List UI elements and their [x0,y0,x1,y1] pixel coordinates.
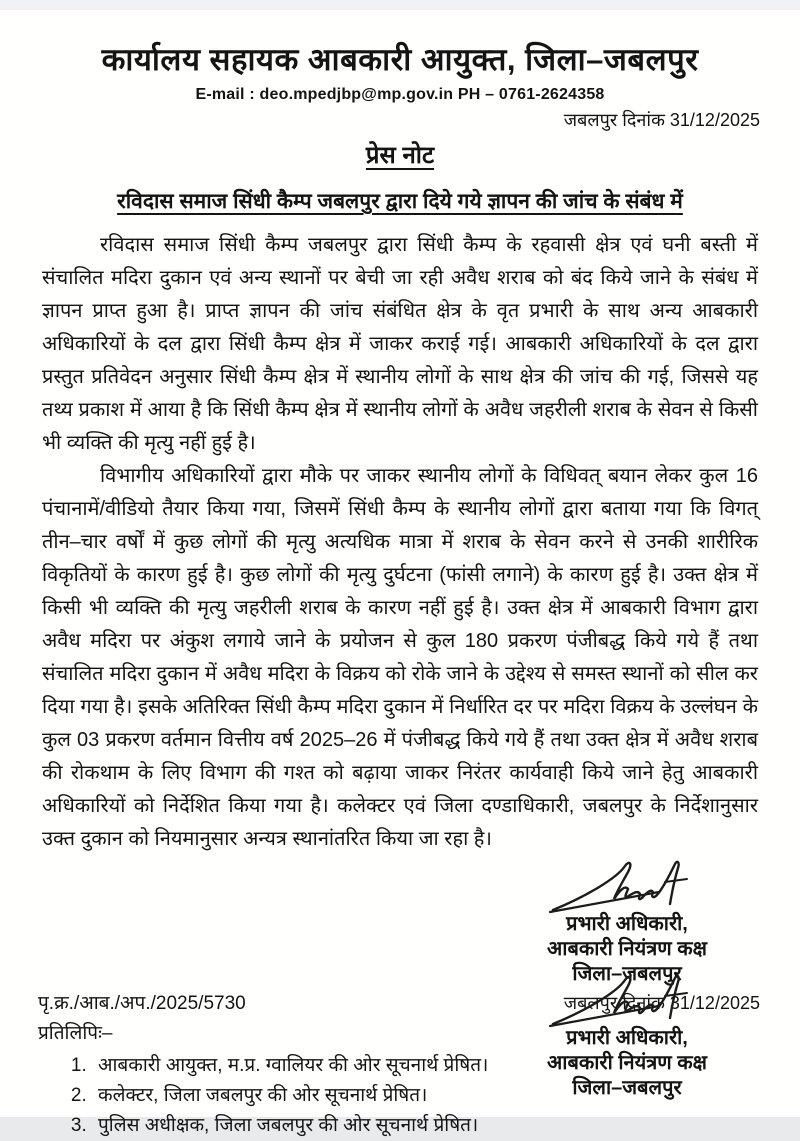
press-note-title: प्रेस नोट [365,142,435,169]
signature-scrawl-icon [547,858,707,916]
copy-recipient-1: 1. आबकारी आयुक्त, म.प्र. ग्वालियर की ओर सूचनार्थ प्रेषित। [92,1051,800,1081]
header-place-date: जबलपुर दिनांक 31/12/2025 [563,110,760,130]
paragraph-2: विभागीय अधिकारियों द्वारा मौके पर जाकर स्थानीय लोगों के विधिवत् बयान लेकर कुल 16 पंचानामें/वीडियो तैयार किया गया, जिसमें सिंधी कैम्प के स्थानीय लोगों द्वारा बताया गया कि विगत् तीन–चार वर्षों में कुछ लोगों की मृत्यु अत्यधिक मात्रा में शराब के सेवन करने से उनकी शारीरिक विकृतियों के कारण हुई है। कुछ लोगों की मृत्यु दुर्घटना (फांसी लगाने) के कारण हुई है। उक्त क्षेत्र में किसी भी व्यक्ति की मृत्यु जहरीली शराब के कारण नहीं हुई है। उक्त क्षेत्र में आबकारी विभाग द्वारा अवैध मदिरा पर अंकुश लगाये जाने के प्रयोजन से कुल 180 प्रकरण पंजीबद्ध किये गये हैं तथा संचालित मदिरा दुकान में अवैध मदिरा के विक्रय को रोके जाने के उद्देश्य से समस्त स्थानों को सील कर दिया गया है। इसके अतिरिक्त सिंधी कैम्प मदिरा दुकान में निर्धारित दर पर मदिरा विक्रय के उल्लंघन के कुल 03 प्रकरण वर्तमान वित्तीय वर्ष 2025–26 में पंजीबद्ध किये गये हैं तथा उक्त क्षेत्र में अवैध शराब की रोकथाम के लिए विभाग की गश्त को बढ़ाया जाकर निरंतर कार्यवाही किये जाने हेतु आबकारी अधिकारियों को निर्देशित किया गया है। कलेक्टर एवं जिला दण्डाधिकारी, जबलपुर के निर्देशानुसार उक्त दुकान को नियमानुसार अन्यत्र स्थानांतरित किया जा रहा है। [42,465,758,850]
signatory-district: जिला–जबलपुर [572,1077,682,1099]
footer-place-date: जबलपुर दिनांक 31/12/2025 [563,993,760,1013]
subject-heading: रविदास समाज सिंधी कैम्प जबलपुर द्वारा दिये गये ज्ञापन की जांच के संबंध में [117,190,683,213]
signature-block-primary [512,858,742,987]
signatory-office: आबकारी नियंत्रण कक्ष [547,938,707,960]
copy-recipient-2: 2. कलेक्टर, जिला जबलपुर की ओर सूचनार्थ प्रेषित। [92,1081,800,1111]
copy-recipient-3: 3. पुलिस अधीक्षक, जिला जबलपुर की ओर सूचनार्थ प्रेषित। [92,1111,800,1141]
reference-number: पृ.क्र./आब./अप./2025/5730 [38,993,246,1014]
copy-to-label: प्रतिलिपिः– [38,1023,113,1044]
scan-edge-strip [0,0,800,10]
signature-scrawl-icon [547,972,707,1030]
office-contact-line: E-mail : deo.mpedjbp@mp.gov.in PH – 0761-2624358 [195,86,605,103]
signatory-district: जिला–जबलपुर [572,963,682,985]
signature-block-secondary [512,972,742,1101]
signatory-designation: प्रभारी अधिकारी, [566,913,688,935]
paragraph-1: रविदास समाज सिंधी कैम्प जबलपुर द्वारा सिंधी कैम्प के रहवासी क्षेत्र एवं घनी बस्ती में संचालित मदिरा दुकान एवं अन्य स्थानों पर बेची जा रही अवैध शराब को बंद किये जाने के संबंध में ज्ञापन प्राप्त हुआ है। प्राप्त ज्ञापन की जांच संबंधित क्षेत्र के वृत प्रभारी के साथ अन्य आबकारी अधिकारियों के दल द्वारा सिंधी कैम्प क्षेत्र में जाकर कराई गई। आबकारी अधिकारियों के दल द्वारा प्रस्तुत प्रतिवेदन अनुसार सिंधी कैम्प क्षेत्र में स्थानीय लोगों के साथ क्षेत्र की जांच की गई, जिससे यह तथ्य प्रकाश में आया है कि सिंधी कैम्प क्षेत्र में स्थानीय लोगों के अवैध जहरीली शराब के सेवन से किसी भी व्यक्ति की मृत्यु नहीं हुई है। [42,234,758,454]
signatory-designation: प्रभारी अधिकारी, [566,1027,688,1049]
document-body [42,229,758,856]
signatory-office: आबकारी नियंत्रण कक्ष [547,1052,707,1074]
office-title: कार्यालय सहायक आबकारी आयुक्त, जिला–जबलपुर [101,42,699,77]
